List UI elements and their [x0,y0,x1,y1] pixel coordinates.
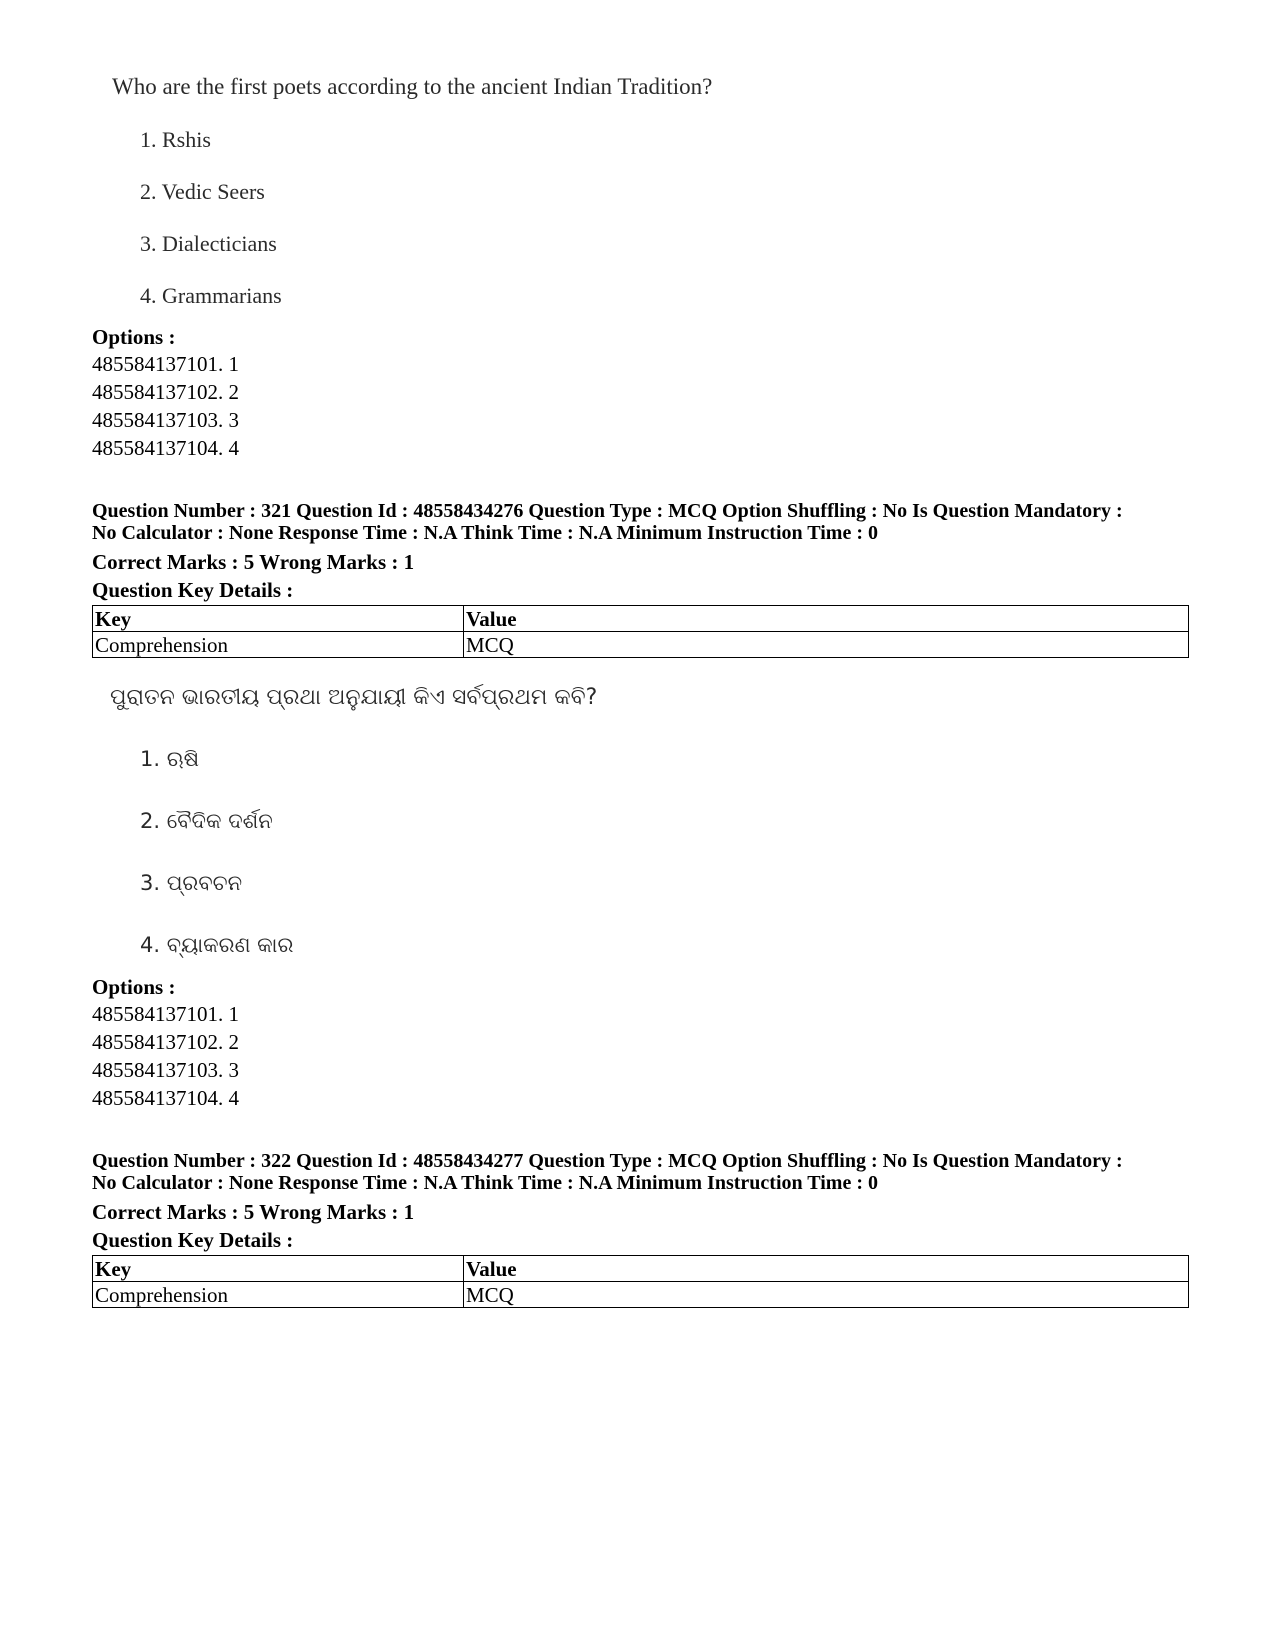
choice-3-or: 3. ପ୍ରବଚନ [140,871,243,895]
choice-4-en: 4. Grammarians [140,283,282,308]
key-value-table [92,1255,1189,1308]
option-1: 485584137101. 1 [92,352,239,376]
key-details-label: Question Key Details : [92,1228,294,1252]
table-header-row [93,606,1189,632]
choice-2-en: 2. Vedic Seers [140,179,265,204]
option-4: 485584137104. 4 [92,1086,239,1110]
option-2: 485584137102. 2 [92,1030,239,1054]
marks-line: Correct Marks : 5 Wrong Marks : 1 [92,1200,415,1224]
table-cell-key: Comprehension [93,632,464,658]
question-meta-line2: No Calculator : None Response Time : N.A Think Time : N.A Minimum Instruction Time : 0 [92,1172,878,1194]
table-header-key: Key [93,1256,464,1282]
choice-1-or: 1. ଋଷି [140,747,200,771]
key-value-table [92,605,1189,658]
table-row [93,1282,1189,1308]
option-2: 485584137102. 2 [92,380,239,404]
table-cell-value: MCQ [464,632,1189,658]
table-header-row [93,1256,1189,1282]
option-1: 485584137101. 1 [92,1002,239,1026]
table-row [93,632,1189,658]
choice-1-en: 1. Rshis [140,127,211,152]
choice-4-or: 4. ବ୍ୟାକରଣ କାର [140,933,294,957]
key-details-label: Question Key Details : [92,578,294,602]
table-header-value: Value [464,1256,1189,1282]
option-4: 485584137104. 4 [92,436,239,460]
question-meta-line1: Question Number : 321 Question Id : 48558434276 Question Type : MCQ Option Shuffling : No Is Question Mandatory : [92,500,1123,522]
question-text-en: Who are the first poets according to the ancient Indian Tradition? [112,74,713,99]
option-3: 485584137103. 3 [92,1058,239,1082]
table-cell-key: Comprehension [93,1282,464,1308]
option-3: 485584137103. 3 [92,408,239,432]
table-header-value: Value [464,606,1189,632]
question-text-or: ପୁରାତନ ଭାରତୀୟ ପ୍ରଥା ଅନୁଯାୟୀ କିଏ ସର୍ବପ୍ରଥମ କବି? [110,685,598,710]
question-meta-line1: Question Number : 322 Question Id : 48558434277 Question Type : MCQ Option Shuffling : No Is Question Mandatory : [92,1150,1123,1172]
options-label: Options : [92,975,176,999]
choice-2-or: 2. ବୈଦିକ ଦର୍ଶନ [140,809,273,833]
table-cell-value: MCQ [464,1282,1189,1308]
options-label: Options : [92,325,176,349]
choice-3-en: 3. Dialecticians [140,231,277,256]
marks-line: Correct Marks : 5 Wrong Marks : 1 [92,550,415,574]
table-header-key: Key [93,606,464,632]
question-meta-line2: No Calculator : None Response Time : N.A Think Time : N.A Minimum Instruction Time : 0 [92,522,878,544]
